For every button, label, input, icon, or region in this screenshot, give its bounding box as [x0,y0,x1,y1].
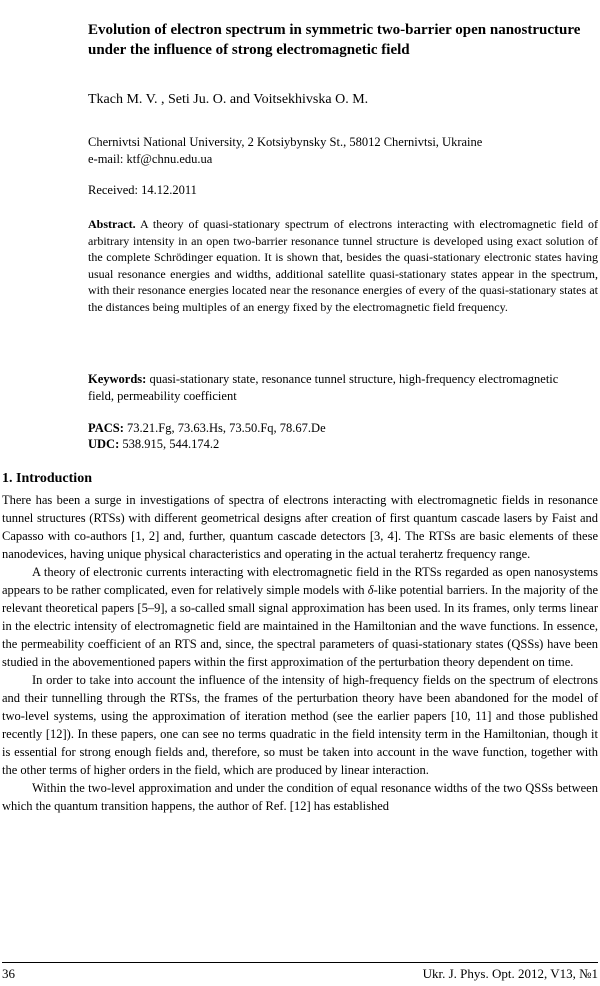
keywords [88,371,568,405]
received-date: Received: 14.12.2011 [88,183,197,197]
udc-codes: 538.915, 544.174.2 [122,437,220,451]
classification-block [88,420,593,452]
paragraph-4: Within the two-level approximation and under the condition of equal resonance widths of the two QSSs between which the quantum transition happens, the author of Ref. [12] has established [2,781,598,813]
keywords-text: quasi-stationary state, resonance tunnel structure, high-frequency electromagnetic field, permeability coefficient [88,372,559,403]
udc-line [88,436,593,452]
footer-divider [2,962,598,963]
paragraph-2-part-b: -like potential barriers. In the majority of the relevant theoretical papers [5–9], a so-called small signal approximation has been used. In its frames, only terms linear in the electric intensity of electromagnetic field are maintained in the Hamiltonian and the wave functions. In essence, the permeability coefficient of an RTS and, since, the spectral parameters of quasi-stationary states (QSSs) have been studied in the abovementioned papers within the first approximation of the perturbation theory dependent on time. [2,583,598,669]
paragraph-1: There has been a surge in investigations of spectra of electrons interacting with electromagnetic fields in resonance tunnel structures (RTSs) with different geometrical designs after creation of first quantum cascade lasers by Faist and Capasso with co-authors [1, 2] and, further, quantum cascade detectors [3, 4]. The RTSs are basic elements of these nanodevices, having unique physical characteristics and operating in the actual terahertz frequency range. [2,493,598,561]
delta-symbol: δ [367,583,374,597]
keywords-label: Keywords: [88,372,147,386]
paragraph-3: In order to take into account the influence of the intensity of high-frequency fields on the spectrum of electrons and their tunnelling through the RTSs, the frames of the perturbation theory have been abandoned for the model of two-level systems, using the approximation of iteration method (see the earlier papers [10, 11] and those published recently [12]). In these papers, one can see no terms quadratic in the field intensity term in the Hamiltonian, though it is essential for strong enough fields and, therefore, so must be taken into account in the wave function, together with the other terms of higher orders in the field, which are produced by linear interaction. [2,673,598,777]
section-heading: 1. Introduction [2,471,92,486]
email-label: e-mail: [88,152,124,166]
introduction-body [2,491,598,815]
journal-reference: Ukr. J. Phys. Opt. 2012, V13, №1 [422,966,598,981]
paragraph-2-part-a: A theory of electronic currents interacting with electromagnetic field in the RTSs regarded as open nanosystems appears to be rather complicated, even for relatively simple models with [2,565,598,597]
email-address[interactable]: ktf@chnu.edu.ua [126,152,213,166]
author-list: Tkach M. V. , Seti Ju. O. and Voitsekhivska O. M. [88,92,369,107]
pacs-line [88,420,593,436]
pacs-label: PACS: [88,421,124,435]
email-line [88,151,593,168]
paragraph-2 [2,563,598,671]
abstract-text: A theory of quasi-stationary spectrum of electrons interacting with electromagnetic field of arbitrary intensity in an open two-barrier resonance tunnel structure is developed using exact solution of the complete Schrödinger equation. It is shown that, besides the quasi-stationary electronic states having usual resonance energies and widths, additional satellite quasi-stationary states appear in the spectrum, with their resonance energies located near the resonance energies of every of the quasi-stationary states at the distances being multiples of an energy fixed by the electromagnetic field frequency. [88,217,599,314]
abstract [88,216,598,315]
page-number: 36 [2,966,15,981]
affiliation-block [88,134,593,168]
abstract-label: Abstract. [88,217,136,231]
pacs-codes: 73.21.Fg, 73.63.Hs, 73.50.Fq, 78.67.De [127,421,326,435]
affiliation: Chernivtsi National University, 2 Kotsiybynsky St., 58012 Chernivtsi, Ukraine [88,135,483,149]
udc-label: UDC: [88,437,120,451]
paper-title: Evolution of electron spectrum in symmetric two-barrier open nanostructure under the influence of strong electromagnetic field [88,22,581,58]
